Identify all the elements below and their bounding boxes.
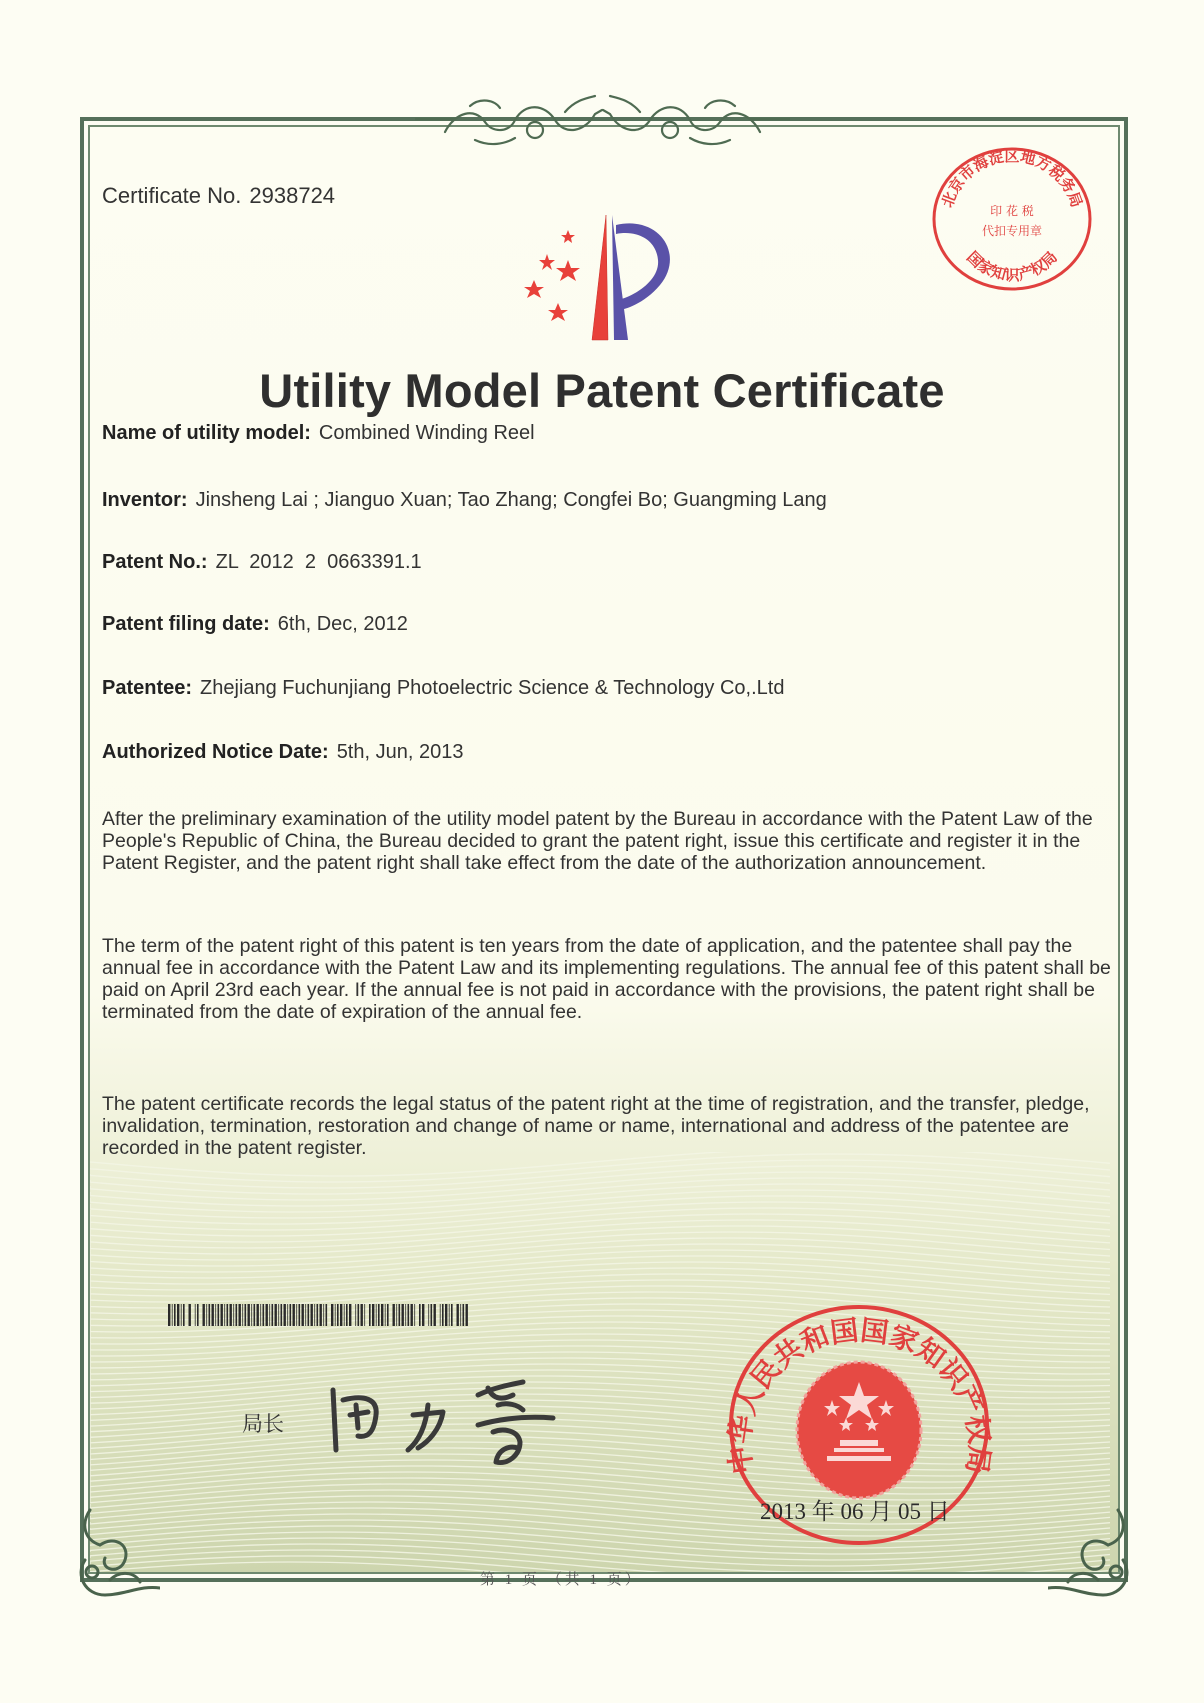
barcode-bar xyxy=(449,1304,450,1326)
barcode-bar xyxy=(197,1304,199,1326)
barcode-bar xyxy=(221,1304,223,1326)
barcode-bar xyxy=(414,1304,415,1326)
logo-star-2 xyxy=(539,254,555,270)
barcode-bar xyxy=(275,1304,277,1326)
field-label: Patent filing date: xyxy=(102,613,270,635)
barcode-bar xyxy=(305,1304,306,1326)
field-value: Zhejiang Fuchunjiang Photoelectric Science & Technology Co,.Ltd xyxy=(200,677,785,699)
director-signature xyxy=(328,1370,568,1480)
field-patentee xyxy=(102,677,784,700)
paragraph-grant: After the preliminary examination of the utility model patent by the Bureau in accordance with the Patent Law of the People's Republic of China, the Bureau decided to grant the patent right, issue this certificate and register it in the Patent Register, and the patent right shall take effect from the date of the authorization announcement. xyxy=(102,808,1093,874)
barcode-bar xyxy=(440,1304,441,1326)
barcode-bar xyxy=(236,1304,238,1326)
barcode-bar xyxy=(399,1304,401,1326)
svg-text:北京市海淀区地方税务局 xyxy=(938,147,1086,210)
barcode-bar xyxy=(269,1304,270,1326)
barcode-bar xyxy=(254,1304,256,1326)
barcode-bar xyxy=(203,1304,205,1326)
barcode-bar xyxy=(314,1304,315,1326)
barcode-bar xyxy=(408,1304,410,1326)
barcode-bar xyxy=(372,1304,374,1326)
field-value: 6th, Dec, 2012 xyxy=(277,613,408,635)
barcode-bar xyxy=(212,1304,214,1326)
barcode-bar xyxy=(428,1304,429,1326)
barcode-bar xyxy=(181,1304,182,1326)
certificate-title: Utility Model Patent Certificate xyxy=(259,364,945,417)
barcode-bar xyxy=(215,1304,216,1326)
guilloche-line xyxy=(90,1208,1110,1236)
barcode-bar xyxy=(385,1304,386,1326)
barcode-bar xyxy=(284,1304,286,1326)
barcode-bar xyxy=(355,1304,356,1326)
barcode-bar xyxy=(209,1304,211,1326)
barcode-bar xyxy=(177,1304,179,1326)
barcode-bar xyxy=(396,1304,397,1326)
barcode-bar xyxy=(281,1304,283,1326)
barcode-bar xyxy=(272,1304,274,1326)
barcode-bar xyxy=(206,1304,207,1326)
barcode-bar xyxy=(224,1304,225,1326)
field-authorized-notice-date xyxy=(102,741,463,764)
tax-seal-center-line2: 代扣专用章 xyxy=(981,224,1043,238)
top-ornament xyxy=(415,92,790,152)
bottom-left-ornament xyxy=(70,1500,160,1610)
barcode-bar xyxy=(308,1304,310,1326)
field-utility-model-name xyxy=(102,422,535,445)
barcode-bar xyxy=(290,1304,292,1326)
barcode-bar xyxy=(257,1304,259,1326)
barcode-bar xyxy=(239,1304,241,1326)
barcode-bar xyxy=(405,1304,406,1326)
certificate-number-label: Certificate No. xyxy=(102,183,242,208)
field-label: Patentee: xyxy=(102,677,193,699)
tax-seal-center-line1: 印 花 税 xyxy=(990,204,1034,218)
barcode-bar xyxy=(278,1304,279,1326)
barcode-bar xyxy=(320,1304,322,1326)
certificate-number-value: 2938724 xyxy=(249,183,336,208)
field-value: ZL 2012 2 0663391.1 xyxy=(215,551,422,573)
barcode-bar xyxy=(311,1304,313,1326)
seal-ring-text: 中华人民共和国国家知识产权局 xyxy=(722,1313,997,1476)
logo-star-3 xyxy=(556,260,580,281)
barcode-bar xyxy=(189,1304,191,1326)
barcode xyxy=(168,1304,468,1326)
certificate-number xyxy=(102,183,335,209)
barcode-bar xyxy=(344,1304,345,1326)
barcode-bar xyxy=(335,1304,336,1326)
barcode-bar xyxy=(346,1304,348,1326)
barcode-bar xyxy=(227,1304,229,1326)
barcode-bar xyxy=(349,1304,351,1326)
barcode-bar xyxy=(434,1304,436,1326)
barcode-bar xyxy=(287,1304,288,1326)
barcode-bar xyxy=(419,1304,421,1326)
logo-star-4 xyxy=(524,280,544,298)
barcode-bar xyxy=(195,1304,196,1326)
barcode-bar xyxy=(317,1304,319,1326)
logo-star-1 xyxy=(561,230,575,243)
barcode-bar xyxy=(387,1304,389,1326)
paragraph-term: The term of the patent right of this patent is ten years from the date of application, and the patentee shall pay the annual fee in accordance with the Patent Law and its implementing regulations. The annual fee of this patent shall be paid on April 23rd each year. If the annual fee is not paid in accordance with the provisions, the patent right shall be terminated from the date of expiration of the annual fee. xyxy=(102,935,1111,1023)
tax-seal-ring-text: 北京市海淀区地方税务局 xyxy=(938,147,1086,210)
barcode-bar xyxy=(263,1304,265,1326)
barcode-bar xyxy=(376,1304,377,1326)
barcode-bar xyxy=(445,1304,447,1326)
barcode-bar xyxy=(364,1304,365,1326)
barcode-bar xyxy=(299,1304,301,1326)
barcode-bar xyxy=(460,1304,461,1326)
barcode-bar xyxy=(422,1304,424,1326)
barcode-bar xyxy=(260,1304,261,1326)
field-label: Name of utility model: xyxy=(102,422,311,444)
barcode-bar xyxy=(245,1304,247,1326)
barcode-bar xyxy=(183,1304,185,1326)
field-value: 5th, Jun, 2013 xyxy=(336,741,464,763)
barcode-bar xyxy=(218,1304,220,1326)
field-value: Jinsheng Lai ; Jianguo Xuan; Tao Zhang; Congfei Bo; Guangming Lang xyxy=(195,489,827,511)
barcode-bar xyxy=(233,1304,234,1326)
barcode-bar xyxy=(411,1304,413,1326)
svg-text:国家知识产权局 xyxy=(963,248,1061,284)
cnipa-logo xyxy=(510,200,680,350)
bottom-right-ornament xyxy=(1048,1500,1138,1610)
guilloche-line xyxy=(90,1214,1110,1242)
field-patent-no xyxy=(102,551,422,574)
barcode-bar xyxy=(466,1304,468,1326)
barcode-bar xyxy=(369,1304,371,1326)
field-label: Inventor: xyxy=(102,489,188,511)
field-inventor xyxy=(102,489,827,512)
barcode-bar xyxy=(381,1304,383,1326)
field-filing-date xyxy=(102,613,408,636)
barcode-bar xyxy=(172,1304,173,1326)
barcode-bar xyxy=(174,1304,176,1326)
barcode-bar xyxy=(402,1304,404,1326)
barcode-bar xyxy=(358,1304,360,1326)
barcode-bar xyxy=(230,1304,232,1326)
tax-seal xyxy=(928,143,1096,293)
barcode-bar xyxy=(451,1304,453,1326)
barcode-bar xyxy=(393,1304,395,1326)
field-label: Patent No.: xyxy=(102,551,208,573)
barcode-bar xyxy=(337,1304,339,1326)
tax-seal-ring-bottom-text: 国家知识产权局 xyxy=(963,247,1061,284)
barcode-bar xyxy=(266,1304,268,1326)
barcode-bar xyxy=(361,1304,363,1326)
director-title: 局长 xyxy=(242,1413,284,1436)
barcode-bar xyxy=(331,1304,333,1326)
barcode-bar xyxy=(251,1304,252,1326)
field-label: Authorized Notice Date: xyxy=(102,741,329,763)
seal-date: 2013 年 06 月 05 日 xyxy=(760,1499,950,1524)
field-value: Combined Winding Reel xyxy=(318,422,535,444)
barcode-bar xyxy=(168,1304,170,1326)
page-number: 第 1 页 （共 1 页） xyxy=(480,1572,643,1588)
logo-star-5 xyxy=(548,303,568,321)
barcode-bar xyxy=(296,1304,297,1326)
barcode-bar xyxy=(242,1304,243,1326)
barcode-bar xyxy=(457,1304,459,1326)
barcode-bar xyxy=(463,1304,465,1326)
barcode-bar xyxy=(340,1304,342,1326)
barcode-bar xyxy=(248,1304,250,1326)
paragraph-legal-status: The patent certificate records the legal status of the patent right at the time of registration, and the transfer, pledge, invalidation, termination, restoration and change of name or name, international and address of the patentee are recorded in the patent register. xyxy=(102,1093,1090,1159)
barcode-bar xyxy=(293,1304,295,1326)
barcode-bar xyxy=(378,1304,380,1326)
barcode-bar xyxy=(302,1304,304,1326)
barcode-bar xyxy=(442,1304,444,1326)
barcode-bar xyxy=(323,1304,324,1326)
barcode-bar xyxy=(326,1304,328,1326)
national-emblem xyxy=(797,1362,921,1498)
barcode-bar xyxy=(431,1304,433,1326)
